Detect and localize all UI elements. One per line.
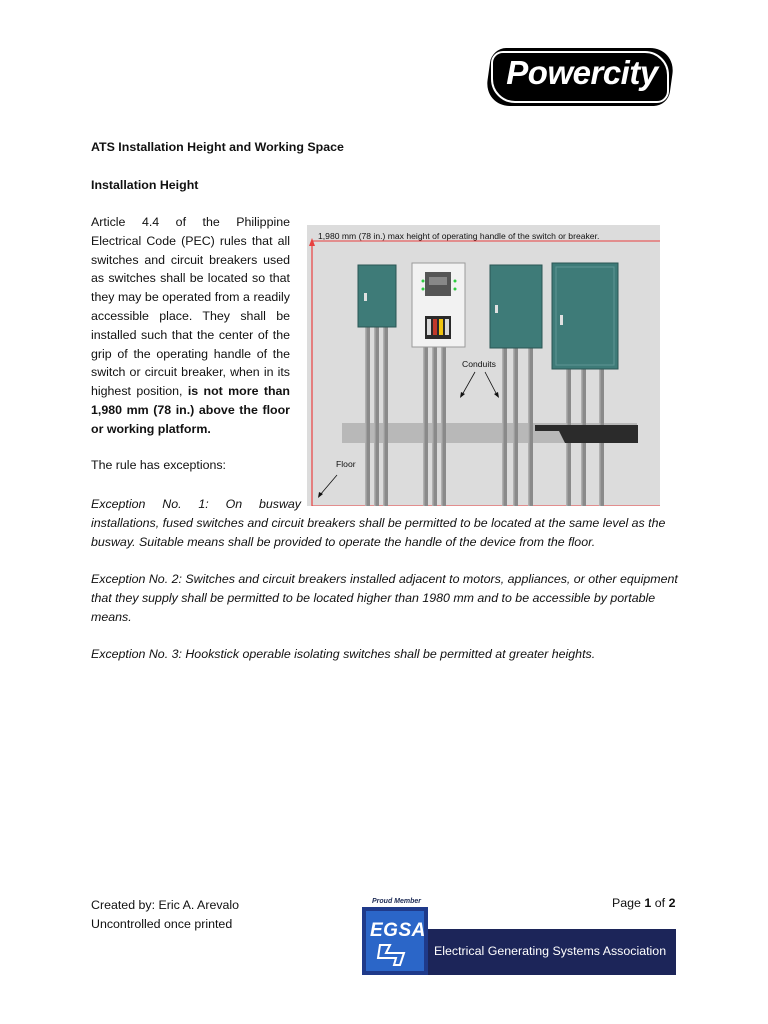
- panel-1-enclosure: [358, 265, 396, 327]
- panel-1-conduits: [365, 327, 388, 506]
- powercity-logo: [488, 48, 672, 108]
- page-prefix: Page: [612, 896, 641, 910]
- panel-2-conduits: [423, 347, 446, 506]
- article-bold-text: is not more than 1,980 mm (78 in.) above the floor or working platform.: [91, 384, 290, 436]
- installation-height-figure: [307, 225, 660, 506]
- created-by: Created by: Eric A. Arevalo: [91, 898, 240, 912]
- rule-text: The rule has exceptions:: [91, 458, 226, 472]
- document-title: ATS Installation Height and Working Space: [91, 140, 344, 154]
- panel-4-handle: [560, 315, 563, 325]
- page-number: [612, 896, 675, 910]
- uncontrolled-note: Uncontrolled once printed: [91, 916, 233, 931]
- panel-1-handle: [364, 293, 367, 301]
- egsa-logo: [362, 907, 428, 975]
- egsa-bolt-icon: [374, 943, 414, 967]
- exception-1-text: installations, fused switches and circuit breakers shall be permitted to be located at the same level as the busway. Suitable means shall be provided to operate the handle of the device from the floor.: [91, 516, 666, 549]
- egsa-banner: [428, 929, 676, 975]
- panel-3-handle: [495, 305, 498, 313]
- height-label: 1,980 mm (78 in.) max height of operating handle of the switch or breaker.: [318, 231, 600, 241]
- page-current: 1: [644, 896, 652, 910]
- egsa-proud-member: Proud Member: [372, 898, 422, 905]
- conduits-label: Conduits: [462, 359, 496, 369]
- egsa-logo-text: EGSA: [370, 920, 426, 941]
- logo-text: Powercity: [506, 54, 658, 91]
- exception-1-lead: Exception No. 1: On busway: [91, 497, 301, 511]
- exception-2-text: Exception No. 2: Switches and circuit breakers installed adjacent to motors, appliances, or other equipment that they supply shall be permitted to be located higher than 1980 mm and to be accessible by portable means.: [91, 572, 678, 624]
- exception-3-text: Exception No. 3: Hookstick operable isolating switches shall be permitted at greater heights.: [91, 647, 596, 661]
- section-heading: Installation Height: [91, 178, 199, 192]
- footer-left: [91, 896, 239, 933]
- egsa-name: Electrical Generating Systems Association: [434, 944, 667, 958]
- page-of: of: [654, 896, 666, 910]
- panel-3-conduits: [502, 348, 533, 506]
- article-text: Article 4.4 of the Philippine Electrical Code (PEC) rules that all switches and circuit breakers used as switches shall be located so that they may be operated from a readily accessible place. They shall be installed such that the center of the grip of the operating handle of the switch or circuit breaker, when in its highest position,: [91, 215, 290, 399]
- article-paragraph: [91, 213, 290, 439]
- floor-label: Floor: [336, 459, 356, 469]
- page-total: 2: [668, 896, 676, 910]
